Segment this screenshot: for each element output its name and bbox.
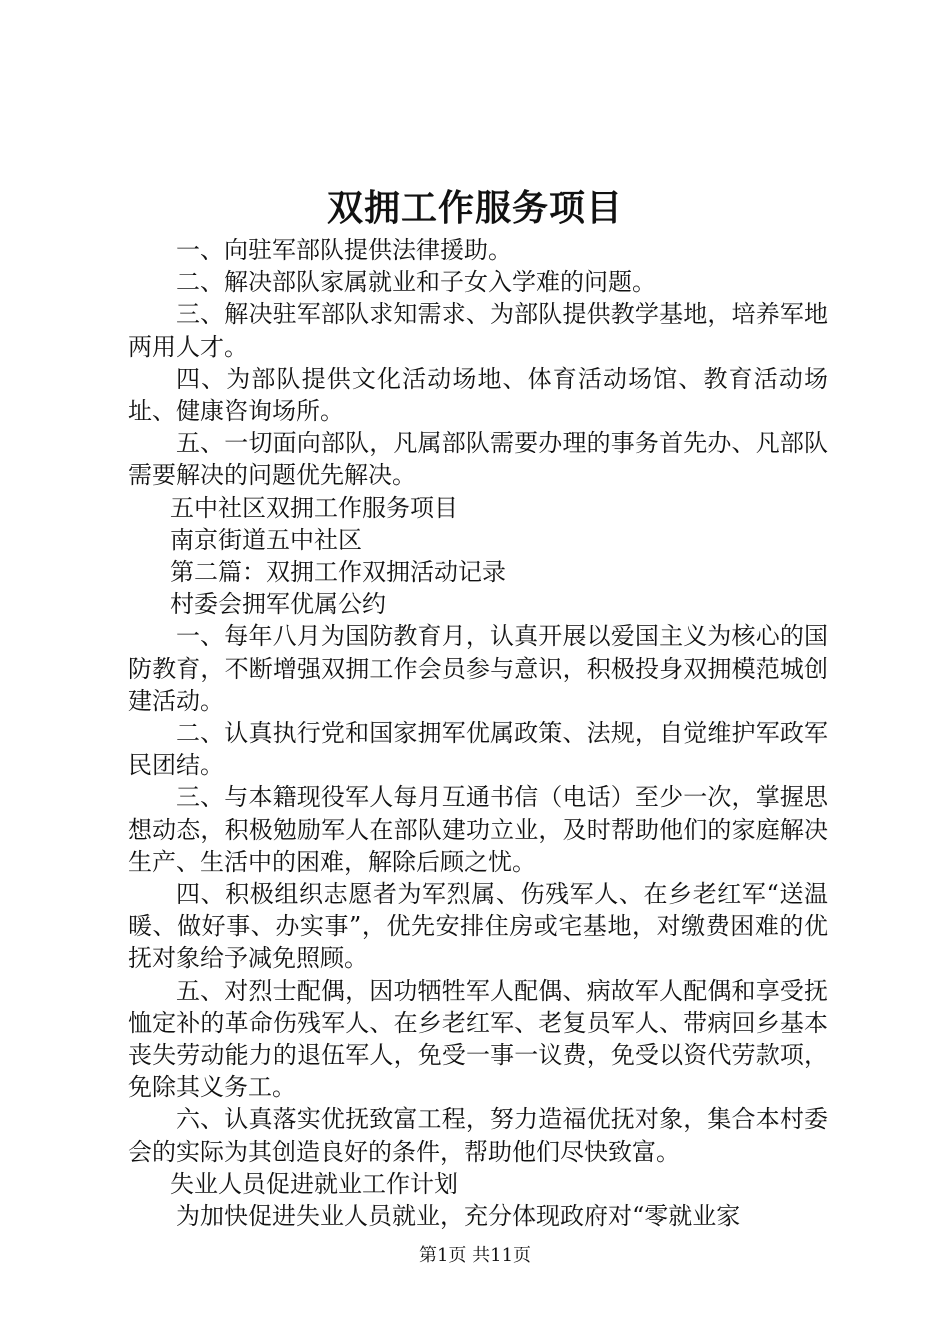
- document-body: [128, 234, 828, 1232]
- document-title: 双拥工作服务项目: [326, 187, 623, 229]
- paragraph: 四、为部队提供文化活动场地、体育活动场馆、教育活动场址、健康咨询场所。: [128, 364, 828, 426]
- page-footer: 第1页 共11页: [418, 1245, 532, 1266]
- paragraph: 村委会拥军优属公约: [170, 590, 386, 619]
- section-heading: 第二篇：双拥工作双拥活动记录: [170, 558, 506, 587]
- paragraph: 二、认真执行党和国家拥军优属政策、法规，自觉维护军政军民团结。: [128, 719, 828, 780]
- paragraph: 失业人员促进就业工作计划: [170, 1169, 458, 1198]
- paragraph: 一、每年八月为国防教育月，认真开展以爱国主义为核心的国防教育，不断增强双拥工作会员参与意识，积极投身双拥模范城创建活动。: [128, 622, 828, 715]
- paragraph: 三、与本籍现役军人每月互通书信（电话）至少一次，掌握思想动态，积极勉励军人在部队建功立业，及时帮助他们的家庭解决生产、生活中的困难，解除后顾之忧。: [128, 783, 828, 876]
- paragraph: 为加快促进失业人员就业，充分体现政府对“零就业家: [176, 1202, 741, 1231]
- paragraph: 三、解决驻军部队求知需求、为部队提供教学基地，培养军地两用人才。: [128, 300, 828, 361]
- paragraph: 五、对烈士配偶，因功牺牲军人配偶、病故军人配偶和享受抚恤定补的革命伤残军人、在乡老红军、老复员军人、带病回乡基本丧失劳动能力的退伍军人，免受一事一议费，免受以资代劳款项，免除其义务工。: [128, 976, 828, 1102]
- paragraph: 二、解决部队家属就业和子女入学难的问题。: [176, 268, 656, 297]
- paragraph: 四、积极组织志愿者为军烈属、伤残军人、在乡老红军“送温暖、做好事、办实事”，优先安排住房或宅基地，对缴费困难的优抚对象给予减免照顾。: [128, 880, 828, 973]
- paragraph: 五、一切面向部队，凡属部队需要办理的事务首先办、凡部队需要解决的问题优先解决。: [128, 429, 828, 490]
- paragraph: 一、向驻军部队提供法律援助。: [176, 236, 512, 264]
- paragraph: 五中社区双拥工作服务项目: [170, 493, 458, 522]
- paragraph: 六、认真落实优抚致富工程，努力造福优抚对象，集合本村委会的实际为其创造良好的条件，帮助他们尽快致富。: [128, 1105, 828, 1166]
- paragraph: 南京街道五中社区: [170, 525, 362, 554]
